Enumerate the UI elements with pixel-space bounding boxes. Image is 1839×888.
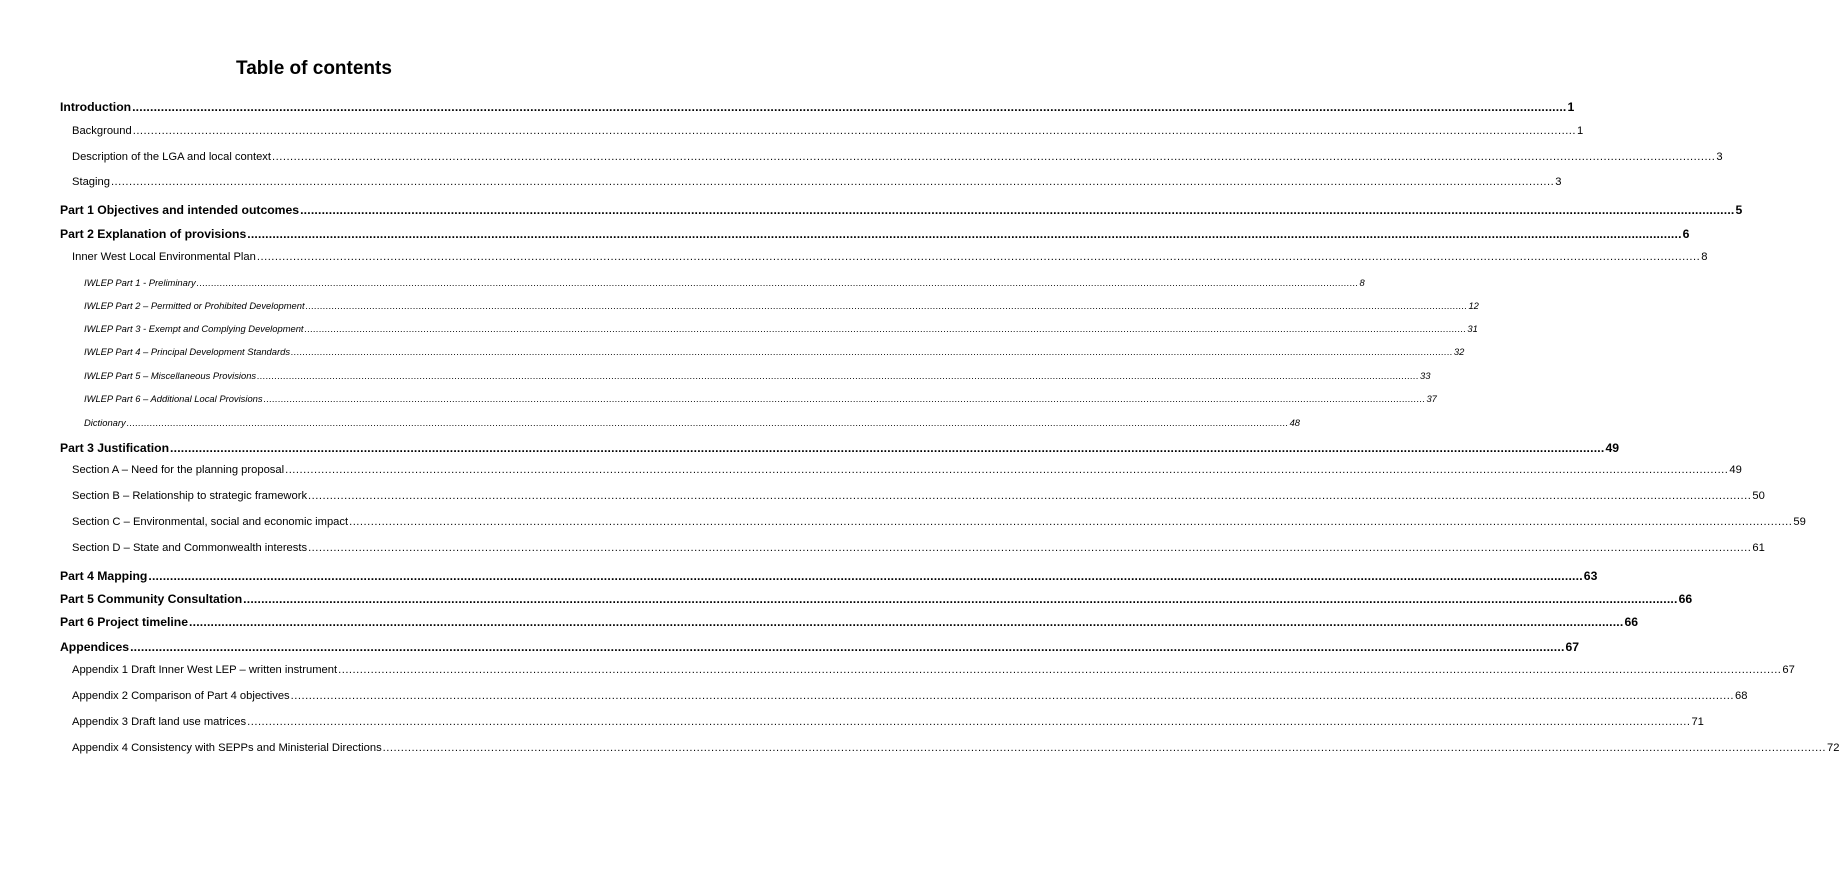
toc-entry-page: 66 [1624,615,1639,629]
toc-entry-label: Part 1 Objectives and intended outcomes [60,203,300,217]
toc-entry-label: IWLEP Part 6 – Additional Local Provisions [84,393,263,404]
toc-entry-label: Introduction [60,100,132,114]
toc-entry-label: Staging [72,176,110,188]
toc-leader-dots: ................................................................................................................................................................................................................................................................................................................................................................................................................ [256,251,1701,263]
toc-entry-page: 59 [1793,516,1806,528]
toc-leader-dots: ................................................................................................................................................................................................................................................................................................................................................................................................................ [285,464,1729,476]
toc-entry-label: IWLEP Part 2 – Permitted or Prohibited Development [84,300,305,311]
toc-leader-dots: ................................................................................................................................................................................................................................................................................................................................................................................................................ [263,393,1426,404]
toc-leader-dots: ................................................................................................................................................................................................................................................................................................................................................................................................................ [290,690,1734,702]
toc-entry-label: Part 2 Explanation of provisions [60,227,247,241]
toc-leader-dots: ................................................................................................................................................................................................................................................................................................................................................................................................................ [110,176,1555,188]
toc-leader-dots: ................................................................................................................................................................................................................................................................................................................................................................................................................ [130,640,1565,654]
toc-entry[interactable] [72,250,1708,264]
toc-leader-dots: ................................................................................................................................................................................................................................................................................................................................................................................................................ [170,441,1605,455]
toc-entry[interactable] [72,715,1704,729]
toc-entry[interactable] [60,203,1743,217]
toc-entry[interactable] [72,463,1742,477]
toc-entry[interactable] [60,592,1693,606]
toc-entry-page: 12 [1468,300,1479,311]
toc-entry-page: 8 [1359,277,1365,288]
toc-entry-page: 61 [1752,542,1765,554]
toc-leader-dots: ................................................................................................................................................................................................................................................................................................................................................................................................................ [247,716,1691,728]
toc-entry-page: 33 [1420,370,1431,381]
toc-leader-dots: ................................................................................................................................................................................................................................................................................................................................................................................................................ [132,125,1577,137]
toc-entry-label: Dictionary [84,417,126,428]
toc-entry[interactable] [60,227,1690,241]
toc-entry-label: IWLEP Part 5 – Miscellaneous Provisions [84,370,257,381]
toc-leader-dots: ................................................................................................................................................................................................................................................................................................................................................................................................................ [308,490,1752,502]
toc-leader-dots: ................................................................................................................................................................................................................................................................................................................................................................................................................ [291,346,1453,357]
toc-leader-dots: ................................................................................................................................................................................................................................................................................................................................................................................................................ [305,300,1468,311]
toc-entry-label: Appendix 1 Draft Inner West LEP – written instrument [72,664,338,676]
toc-entry[interactable] [84,345,1465,359]
toc-entry-page: 49 [1605,441,1620,455]
toc-entry-page: 3 [1716,151,1723,163]
toc-entry[interactable] [72,741,1839,755]
toc-entry-page: 1 [1577,125,1584,137]
toc-entry-page: 71 [1691,716,1704,728]
toc-entry[interactable] [60,569,1598,583]
toc-leader-dots: ................................................................................................................................................................................................................................................................................................................................................................................................................ [304,323,1467,334]
toc-entry[interactable] [72,541,1765,555]
toc-entry-label: Part 4 Mapping [60,569,148,583]
toc-entry[interactable] [84,299,1479,313]
toc-entry-page: 49 [1729,464,1742,476]
toc-entry-page: 31 [1467,323,1478,334]
toc-entry-page: 6 [1682,227,1690,241]
toc-leader-dots: ................................................................................................................................................................................................................................................................................................................................................................................................................ [257,370,1419,381]
toc-entry-page: 50 [1752,490,1765,502]
toc-entry-page: 66 [1678,592,1693,606]
toc-leader-dots: ................................................................................................................................................................................................................................................................................................................................................................................................................ [132,100,1567,114]
toc-entry[interactable] [72,175,1562,189]
toc-entry[interactable] [84,369,1431,383]
toc-entry[interactable] [72,515,1806,529]
toc-entry-label: Background [72,125,132,137]
toc-entry-label: Appendices [60,640,130,654]
toc-entry[interactable] [84,392,1437,406]
toc-entry-label: IWLEP Part 1 - Preliminary [84,277,196,288]
toc-entry[interactable] [84,276,1365,290]
toc-entry-page: 67 [1565,640,1580,654]
toc-entry-label: Inner West Local Environmental Plan [72,251,256,263]
toc-entry[interactable] [60,640,1580,654]
toc-leader-dots: ................................................................................................................................................................................................................................................................................................................................................................................................................ [148,569,1583,583]
toc-entry-page: 63 [1583,569,1598,583]
toc-entry[interactable] [72,489,1765,503]
toc-leader-dots: ................................................................................................................................................................................................................................................................................................................................................................................................................ [247,227,1682,241]
toc-entry-page: 5 [1735,203,1743,217]
toc-entry-label: Section C – Environmental, social and economic impact [72,516,349,528]
toc-entry[interactable] [60,100,1575,114]
page-title: Table of contents [236,58,392,79]
toc-entry-label: Part 5 Community Consultation [60,592,243,606]
toc-leader-dots: ................................................................................................................................................................................................................................................................................................................................................................................................................ [308,542,1752,554]
toc-entry-label: Part 3 Justification [60,441,170,455]
toc-entry-label: Appendix 3 Draft land use matrices [72,716,247,728]
toc-entry-page: 67 [1782,664,1795,676]
toc-entry-label: IWLEP Part 4 – Principal Development Standards [84,346,291,357]
toc-leader-dots: ................................................................................................................................................................................................................................................................................................................................................................................................................ [300,203,1735,217]
toc-entry-label: Appendix 2 Comparison of Part 4 objectives [72,690,290,702]
toc-entry-page: 48 [1289,417,1300,428]
toc-entry-label: Part 6 Project timeline [60,615,189,629]
toc-entry-page: 32 [1453,346,1465,357]
toc-leader-dots: ................................................................................................................................................................................................................................................................................................................................................................................................................ [382,742,1826,754]
toc-entry[interactable] [72,689,1748,703]
toc-entry[interactable] [84,322,1478,336]
toc-leader-dots: ................................................................................................................................................................................................................................................................................................................................................................................................................ [126,417,1289,428]
toc-entry-page: 1 [1567,100,1575,114]
toc-leader-dots: ................................................................................................................................................................................................................................................................................................................................................................................................................ [189,615,1624,629]
toc-entry-label: Section B – Relationship to strategic framework [72,490,308,502]
toc-entry-page: 8 [1701,251,1708,263]
toc-entry-page: 72 [1826,742,1839,754]
toc-leader-dots: ................................................................................................................................................................................................................................................................................................................................................................................................................ [349,516,1793,528]
toc-entry[interactable] [60,615,1639,629]
toc-entry[interactable] [72,150,1723,164]
toc-entry-page: 3 [1555,176,1562,188]
toc-entry-label: IWLEP Part 3 - Exempt and Complying Development [84,323,304,334]
toc-entry[interactable] [72,663,1795,677]
toc-leader-dots: ................................................................................................................................................................................................................................................................................................................................................................................................................ [272,151,1716,163]
toc-entry-label: Description of the LGA and local context [72,151,272,163]
toc-entry[interactable] [60,441,1620,455]
toc-entry-page: 37 [1426,393,1437,404]
toc-leader-dots: ................................................................................................................................................................................................................................................................................................................................................................................................................ [338,664,1782,676]
toc-entry-label: Section D – State and Commonwealth interests [72,542,308,554]
toc-leader-dots: ................................................................................................................................................................................................................................................................................................................................................................................................................ [196,277,1359,288]
toc-entry-page: 68 [1734,690,1748,702]
toc-entry[interactable] [84,416,1300,430]
toc-entry-label: Section A – Need for the planning proposal [72,464,285,476]
toc-entry-label: Appendix 4 Consistency with SEPPs and Ministerial Directions [72,742,382,754]
toc-leader-dots: ................................................................................................................................................................................................................................................................................................................................................................................................................ [243,592,1678,606]
toc-entry[interactable] [72,124,1584,138]
